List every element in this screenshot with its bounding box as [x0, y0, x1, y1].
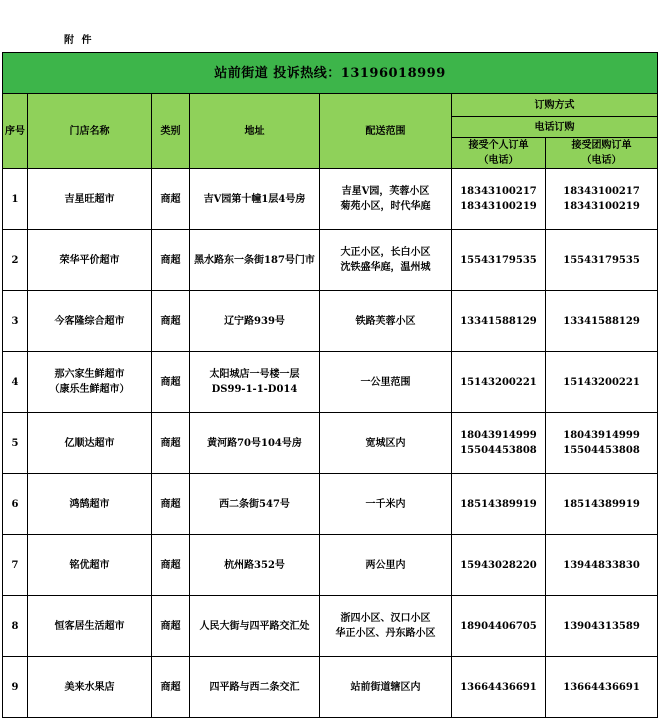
- cell-group-phone-line: 13664436691: [563, 681, 640, 693]
- cell-delivery-range-line: 一公里范围: [360, 376, 411, 388]
- cell-store-name-line: 恒客居生活超市: [54, 620, 125, 632]
- cell-address: [190, 596, 320, 657]
- cell-personal-phone-line: 13341588129: [460, 315, 537, 327]
- cell-category: 商超: [152, 169, 190, 230]
- cell-address-line: 人民大街与四平路交汇处: [199, 620, 310, 632]
- cell-delivery-range: [320, 291, 452, 352]
- cell-delivery-range-line: 吉星V园，芙蓉小区: [341, 186, 430, 197]
- header-personal-line2: （电话）: [478, 155, 519, 166]
- cell-personal-phone: [452, 657, 546, 718]
- cell-personal-phone: [452, 413, 546, 474]
- table-row: [3, 596, 658, 657]
- table-row: [3, 474, 658, 535]
- cell-index: 8: [3, 596, 28, 657]
- cell-personal-phone-line: 18904406705: [460, 620, 537, 632]
- cell-personal-phone-line: 15504453808: [460, 445, 537, 456]
- cell-store-name-line: 铭优超市: [69, 559, 110, 571]
- cell-category: 商超: [152, 230, 190, 291]
- cell-delivery-range: [320, 535, 452, 596]
- cell-group-phone-line: 18343100217: [563, 186, 640, 197]
- cell-store-name-line: 荣华平价超市: [59, 254, 120, 266]
- cell-group-phone-line: 13944833830: [563, 559, 640, 571]
- cell-group-phone: [546, 230, 658, 291]
- cell-delivery-range: [320, 596, 452, 657]
- cell-category: 商超: [152, 657, 190, 718]
- cell-index: 4: [3, 352, 28, 413]
- cell-address: [190, 413, 320, 474]
- cell-personal-phone: [452, 535, 546, 596]
- cell-store-name: [28, 535, 152, 596]
- cell-delivery-range: [320, 169, 452, 230]
- cell-delivery-range-line: 华正小区、丹东路小区: [335, 628, 436, 639]
- cell-index: 9: [3, 657, 28, 718]
- cell-personal-phone: [452, 230, 546, 291]
- cell-personal-phone: [452, 474, 546, 535]
- table-row: [3, 230, 658, 291]
- cell-delivery-range-line: 大正小区，长白小区: [340, 247, 431, 258]
- cell-group-phone-line: 15504453808: [563, 445, 640, 456]
- cell-group-phone: [546, 596, 658, 657]
- cell-group-phone: [546, 352, 658, 413]
- header-group-line1: 接受团购订单: [571, 140, 632, 151]
- cell-category: 商超: [152, 413, 190, 474]
- cell-address: [190, 352, 320, 413]
- cell-index: 5: [3, 413, 28, 474]
- cell-personal-phone-line: 18343100217: [460, 186, 537, 197]
- cell-store-name-line: 今客隆综合超市: [54, 315, 125, 327]
- cell-delivery-range: [320, 230, 452, 291]
- store-table: [2, 52, 658, 718]
- cell-group-phone-line: 18043914999: [563, 430, 640, 441]
- table-row: [3, 657, 658, 718]
- cell-delivery-range: [320, 474, 452, 535]
- cell-category: 商超: [152, 291, 190, 352]
- cell-group-phone-line: 15543179535: [563, 254, 640, 266]
- cell-store-name-line: 吉星旺超市: [64, 193, 115, 205]
- header-personal-order: [452, 138, 546, 169]
- cell-personal-phone-line: 18343100219: [460, 201, 537, 212]
- cell-personal-phone: [452, 352, 546, 413]
- cell-store-name: [28, 291, 152, 352]
- cell-delivery-range-line: 菊苑小区，时代华庭: [340, 201, 431, 212]
- cell-address-line: 四平路与西二条交汇: [209, 681, 300, 693]
- cell-category: 商超: [152, 474, 190, 535]
- cell-personal-phone-line: 15943028220: [460, 559, 537, 571]
- cell-delivery-range-line: 宽城区内: [365, 437, 406, 449]
- table-row: [3, 169, 658, 230]
- cell-store-name: [28, 352, 152, 413]
- cell-group-phone-line: 13904313589: [563, 620, 640, 632]
- cell-delivery-range: [320, 352, 452, 413]
- cell-group-phone-line: 15143200221: [563, 376, 640, 388]
- cell-group-phone: [546, 657, 658, 718]
- header-group-line2: （电话）: [581, 155, 622, 166]
- cell-personal-phone-line: 18514389919: [460, 498, 537, 510]
- cell-delivery-range-line: 铁路芙蓉小区: [355, 315, 416, 327]
- cell-group-phone-line: 13341588129: [563, 315, 640, 327]
- cell-index: 1: [3, 169, 28, 230]
- cell-address-line: 西二条街547号: [219, 498, 290, 510]
- cell-group-phone-line: 18343100219: [563, 201, 640, 212]
- header-phone-order: 电话订购: [452, 117, 658, 138]
- cell-store-name-line: （康乐生鲜超市）: [49, 384, 130, 395]
- cell-delivery-range: [320, 413, 452, 474]
- cell-index: 2: [3, 230, 28, 291]
- cell-store-name-line: 亿顺达超市: [64, 437, 115, 449]
- cell-delivery-range-line: 两公里内: [365, 559, 406, 571]
- cell-address-line: 杭州路352号: [224, 559, 285, 571]
- cell-address-line: 黑水路东一条街187号门市: [194, 254, 315, 266]
- table-row: [3, 352, 658, 413]
- cell-store-name: [28, 474, 152, 535]
- header-category: 类别: [152, 94, 190, 169]
- cell-address-line: 太阳城店一号楼一层: [209, 369, 300, 380]
- cell-personal-phone-line: 18043914999: [460, 430, 537, 441]
- cell-category: 商超: [152, 352, 190, 413]
- cell-address: [190, 657, 320, 718]
- table-row: [3, 291, 658, 352]
- cell-address: [190, 535, 320, 596]
- cell-address-line: 辽宁路939号: [224, 315, 285, 327]
- cell-store-name: [28, 230, 152, 291]
- cell-personal-phone-line: 15543179535: [460, 254, 537, 266]
- header-group-order: [546, 138, 658, 169]
- cell-group-phone: [546, 169, 658, 230]
- cell-category: 商超: [152, 596, 190, 657]
- cell-category: 商超: [152, 535, 190, 596]
- header-order-method: 订购方式: [452, 94, 658, 117]
- header-delivery: 配送范围: [320, 94, 452, 169]
- cell-personal-phone: [452, 596, 546, 657]
- cell-store-name: [28, 596, 152, 657]
- cell-group-phone-line: 18514389919: [563, 498, 640, 510]
- cell-address: [190, 230, 320, 291]
- cell-store-name: [28, 657, 152, 718]
- cell-address: [190, 474, 320, 535]
- cell-group-phone: [546, 413, 658, 474]
- cell-delivery-range-line: 一千米内: [365, 498, 406, 510]
- cell-group-phone: [546, 291, 658, 352]
- cell-address: [190, 169, 320, 230]
- cell-index: 6: [3, 474, 28, 535]
- cell-address-line: DS99-1-1-D014: [211, 384, 298, 395]
- cell-index: 7: [3, 535, 28, 596]
- cell-personal-phone: [452, 291, 546, 352]
- header-personal-line1: 接受个人订单: [468, 140, 529, 151]
- cell-address-line: 黄河路70号104号房: [207, 437, 302, 449]
- cell-delivery-range-line: 浙四小区、汉口小区: [340, 613, 431, 624]
- cell-delivery-range-line: 站前街道辖区内: [350, 681, 421, 693]
- cell-store-name: [28, 169, 152, 230]
- cell-index: 3: [3, 291, 28, 352]
- header-index: 序号: [3, 94, 28, 169]
- header-store: 门店名称: [28, 94, 152, 169]
- cell-store-name: [28, 413, 152, 474]
- cell-personal-phone: [452, 169, 546, 230]
- cell-personal-phone-line: 13664436691: [460, 681, 537, 693]
- cell-store-name-line: 美来水果店: [64, 681, 115, 693]
- cell-delivery-range-line: 沈铁盛华庭，温州城: [340, 262, 431, 273]
- cell-address: [190, 291, 320, 352]
- table-row: [3, 413, 658, 474]
- table-title: 站前街道 投诉热线：13196018999: [3, 53, 658, 94]
- cell-store-name-line: 鸿鹄超市: [69, 498, 110, 510]
- cell-address-line: 吉V园第十幢1层4号房: [203, 193, 306, 205]
- attachment-label: 附 件: [64, 35, 94, 46]
- cell-store-name-line: 那六家生鲜超市: [54, 369, 125, 380]
- table-row: [3, 535, 658, 596]
- header-address: 地址: [190, 94, 320, 169]
- cell-group-phone: [546, 535, 658, 596]
- cell-delivery-range: [320, 657, 452, 718]
- cell-personal-phone-line: 15143200221: [460, 376, 537, 388]
- cell-group-phone: [546, 474, 658, 535]
